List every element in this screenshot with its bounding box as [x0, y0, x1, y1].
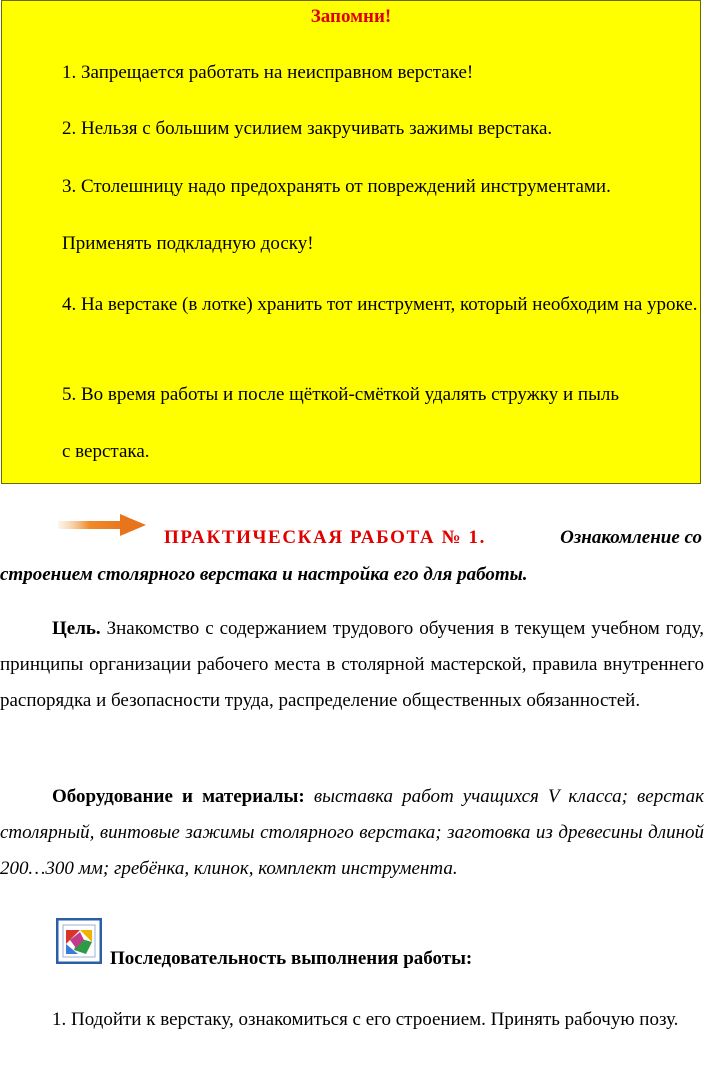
orange-arrow-icon: [58, 512, 154, 538]
goal-paragraph: [0, 611, 704, 719]
practical-label: ПРАКТИЧЕСКАЯ РАБОТА № 1.: [164, 527, 487, 548]
notice-item-4: 4. На верстаке (в лотке) хранить тот инструмент, который необходим на уроке.: [62, 294, 698, 315]
notice-item-1: 1. Запрещается работать на неисправном верстаке!: [62, 62, 474, 83]
practical-title-part1-wrap: [560, 526, 702, 550]
notice-item-5-continuation: с верстака.: [62, 441, 150, 462]
practical-heading: [164, 526, 486, 550]
goal-label: Цель.: [52, 618, 101, 639]
practical-title-part2-wrap: [0, 563, 528, 587]
notice-item-3-continuation: Применять подкладную доску!: [62, 233, 314, 254]
notice-item-2: 2. Нельзя с большим усилием закручивать зажимы верстака.: [62, 118, 553, 139]
practical-title-part2: строением столярного верстака и настройка его для работы.: [0, 564, 528, 585]
notice-title: Запомни!: [310, 6, 392, 27]
notice-item-5: 5. Во время работы и после щёткой-смёткой удалять стружку и пыль: [62, 384, 619, 405]
notice-item-3: 3. Столешницу надо предохранять от повреждений инструментами.: [62, 176, 611, 197]
sequence-heading: Последовательность выполнения работы:: [110, 948, 473, 969]
goal-text: Знакомство с содержанием трудового обучения в текущем учебном году, принципы организации рабочего места в столярной мастерской, правила внутреннего распорядка и безопасности труда, распределение общественных обязанностей.: [0, 618, 704, 711]
equipment-label: Оборудование и материалы:: [52, 786, 305, 807]
practical-title-part1: Ознакомление со: [560, 527, 702, 548]
equipment-text: выставка работ учащихся V класса; верстак столярный, винтовые зажимы столярного верстака; заготовка из древесины длиной 200…300 мм; гребёнка, клинок, комплект инструмента.: [0, 786, 704, 879]
equipment-paragraph: [0, 779, 704, 887]
sequence-step-1: 1. Подойти к верстаку, ознакомиться с его строением. Принять рабочую позу.: [52, 1009, 679, 1030]
notice-box: [1, 0, 701, 484]
picture-icon: [56, 918, 102, 964]
